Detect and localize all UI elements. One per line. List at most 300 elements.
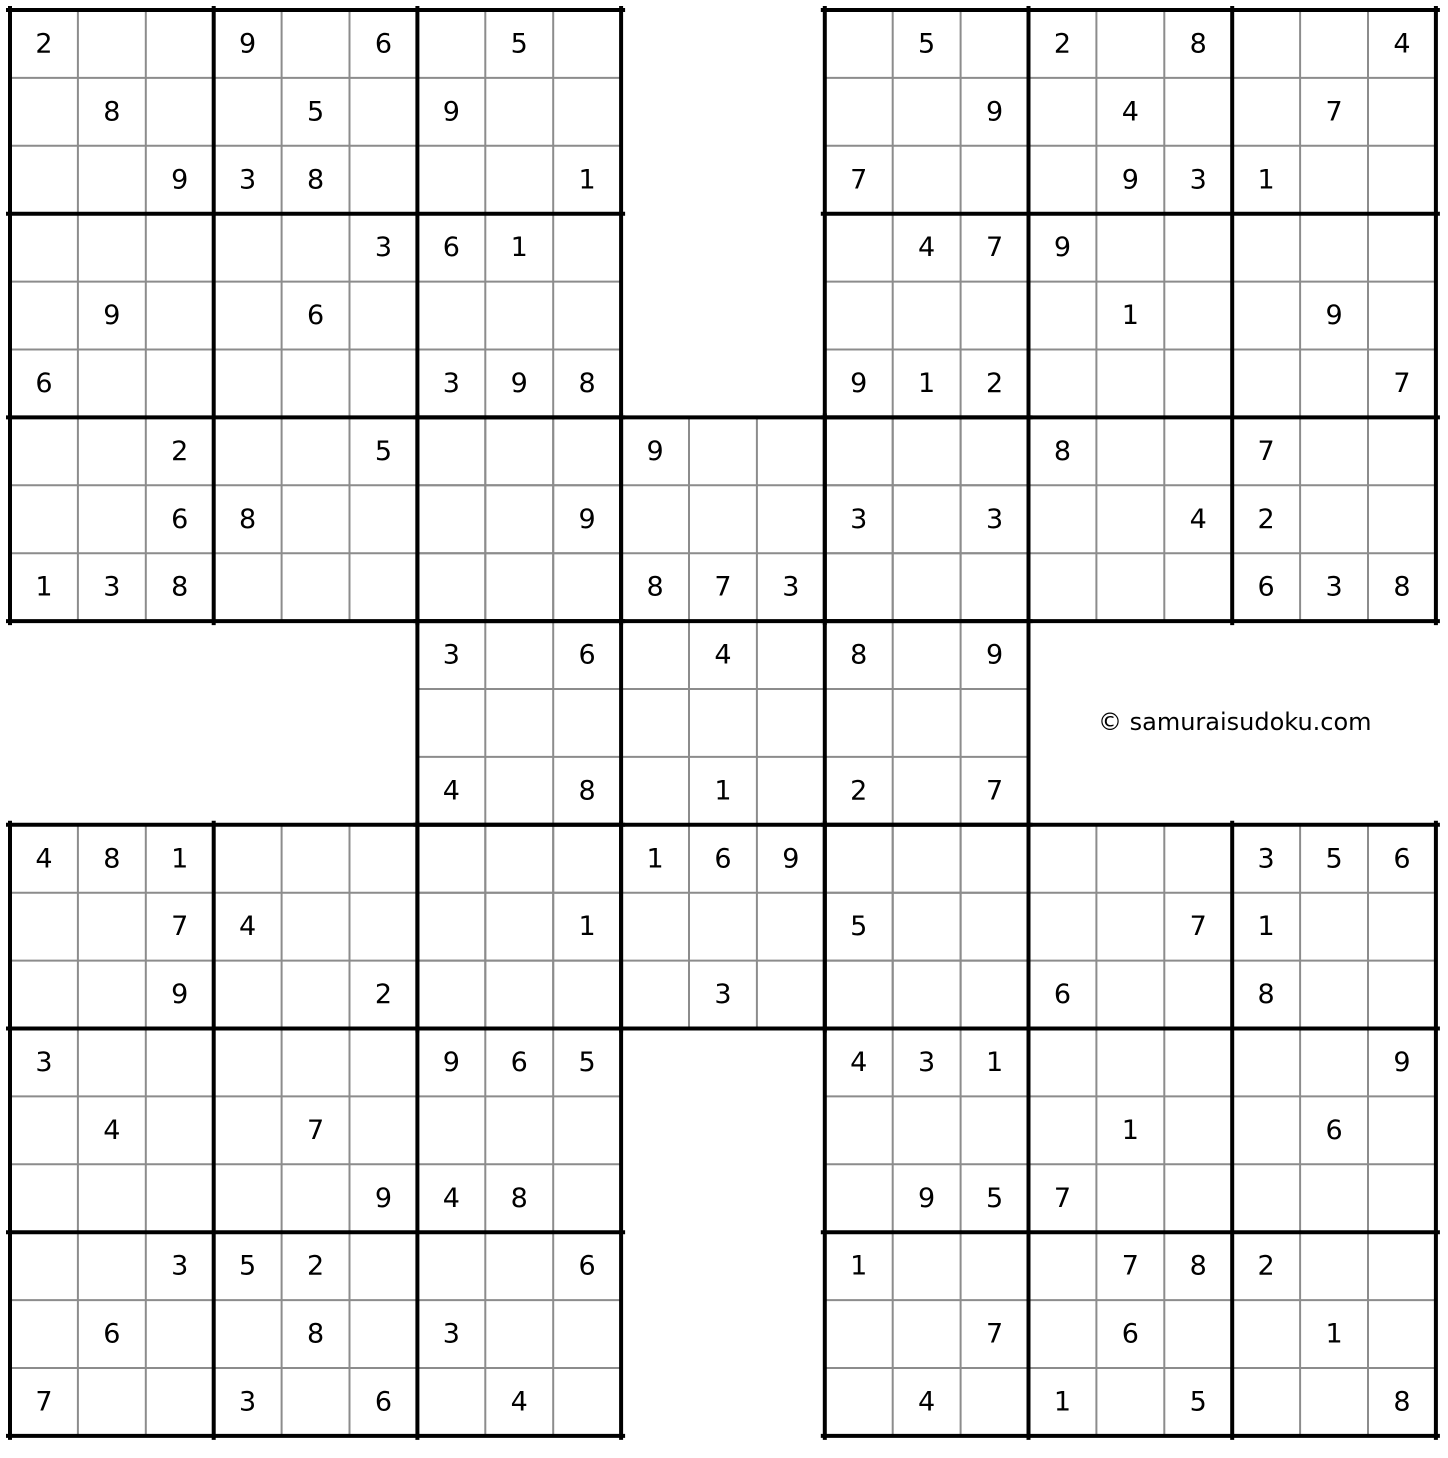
sudoku-cell[interactable] xyxy=(893,621,961,689)
sudoku-cell[interactable] xyxy=(214,1164,282,1232)
sudoku-cell[interactable] xyxy=(757,621,825,689)
sudoku-cell[interactable] xyxy=(553,1300,621,1368)
sudoku-cell[interactable] xyxy=(1164,1096,1232,1164)
sudoku-cell[interactable] xyxy=(282,1164,350,1232)
sudoku-cell[interactable] xyxy=(1368,417,1436,485)
sudoku-cell[interactable] xyxy=(893,553,961,621)
sudoku-cell[interactable] xyxy=(1300,1029,1368,1097)
sudoku-cell[interactable] xyxy=(1096,350,1164,418)
sudoku-cell[interactable] xyxy=(757,417,825,485)
given-digit: 8 xyxy=(578,367,596,399)
sudoku-cell[interactable] xyxy=(214,417,282,485)
sudoku-cell[interactable] xyxy=(893,78,961,146)
sudoku-cell[interactable] xyxy=(825,1096,893,1164)
sudoku-cell[interactable] xyxy=(214,1096,282,1164)
sudoku-cell[interactable] xyxy=(1232,1164,1300,1232)
given-digit: 9 xyxy=(850,367,868,399)
sudoku-cell[interactable] xyxy=(214,78,282,146)
given-digit: 4 xyxy=(918,232,936,264)
given-digit: 1 xyxy=(1121,300,1139,332)
sudoku-cell[interactable] xyxy=(214,1300,282,1368)
sudoku-cell[interactable] xyxy=(214,961,282,1029)
given-digit: 1 xyxy=(510,232,528,264)
sudoku-cell[interactable] xyxy=(350,146,418,214)
sudoku-cell[interactable] xyxy=(485,825,553,893)
sudoku-cell[interactable] xyxy=(1232,1300,1300,1368)
sudoku-cell[interactable] xyxy=(1029,485,1097,553)
sudoku-cell[interactable] xyxy=(1232,1368,1300,1436)
given-digit: 3 xyxy=(35,1046,53,1078)
sudoku-cell[interactable] xyxy=(1300,417,1368,485)
sudoku-cell[interactable] xyxy=(214,350,282,418)
sudoku-cell[interactable] xyxy=(282,214,350,282)
sudoku-cell[interactable] xyxy=(1232,10,1300,78)
given-digit: 9 xyxy=(171,164,189,196)
sudoku-cell[interactable] xyxy=(825,961,893,1029)
sudoku-cell[interactable] xyxy=(282,553,350,621)
sudoku-cell[interactable] xyxy=(1096,10,1164,78)
given-digit: 6 xyxy=(171,503,189,535)
sudoku-cell[interactable] xyxy=(214,825,282,893)
sudoku-cell[interactable] xyxy=(961,282,1029,350)
sudoku-cell[interactable] xyxy=(282,893,350,961)
sudoku-cell[interactable] xyxy=(282,10,350,78)
sudoku-cell[interactable] xyxy=(417,1096,485,1164)
sudoku-cell[interactable] xyxy=(146,1368,214,1436)
given-digit: 3 xyxy=(782,571,800,603)
sudoku-cell[interactable] xyxy=(417,10,485,78)
sudoku-cell[interactable] xyxy=(553,1164,621,1232)
sudoku-cell[interactable] xyxy=(757,689,825,757)
sudoku-cell[interactable] xyxy=(282,485,350,553)
sudoku-cell[interactable] xyxy=(350,78,418,146)
given-digit: 9 xyxy=(442,1046,460,1078)
sudoku-cell[interactable] xyxy=(621,689,689,757)
sudoku-cell[interactable] xyxy=(282,350,350,418)
sudoku-cell[interactable] xyxy=(78,1029,146,1097)
sudoku-cell[interactable] xyxy=(1029,825,1097,893)
given-digit: 8 xyxy=(1393,571,1411,603)
sudoku-cell[interactable] xyxy=(1029,1096,1097,1164)
sudoku-cell[interactable] xyxy=(893,485,961,553)
sudoku-cell[interactable] xyxy=(1029,893,1097,961)
sudoku-cell[interactable] xyxy=(1029,1029,1097,1097)
sudoku-cell[interactable] xyxy=(553,214,621,282)
sudoku-cell[interactable] xyxy=(1029,553,1097,621)
sudoku-cell[interactable] xyxy=(825,282,893,350)
sudoku-cell[interactable] xyxy=(1164,417,1232,485)
given-digit: 7 xyxy=(171,911,189,943)
given-digit: 3 xyxy=(374,232,393,264)
sudoku-cell[interactable] xyxy=(689,893,757,961)
sudoku-cell[interactable] xyxy=(1096,893,1164,961)
sudoku-cell[interactable] xyxy=(10,1096,78,1164)
given-digit: 9 xyxy=(1121,164,1139,196)
sudoku-cell[interactable] xyxy=(621,485,689,553)
sudoku-cell[interactable] xyxy=(485,1232,553,1300)
sudoku-cell[interactable] xyxy=(893,689,961,757)
sudoku-cell[interactable] xyxy=(961,689,1029,757)
sudoku-cell[interactable] xyxy=(485,893,553,961)
sudoku-cell[interactable] xyxy=(1300,1232,1368,1300)
sudoku-cell[interactable] xyxy=(78,10,146,78)
sudoku-cell[interactable] xyxy=(757,757,825,825)
sudoku-cell[interactable] xyxy=(893,1096,961,1164)
sudoku-cell[interactable] xyxy=(417,961,485,1029)
sudoku-cell[interactable] xyxy=(146,78,214,146)
given-digit: 5 xyxy=(374,435,393,467)
sudoku-cell[interactable] xyxy=(485,553,553,621)
given-digit: 1 xyxy=(171,843,189,875)
sudoku-cell[interactable] xyxy=(350,825,418,893)
sudoku-cell[interactable] xyxy=(961,825,1029,893)
sudoku-cell[interactable] xyxy=(10,1232,78,1300)
given-digit: 8 xyxy=(1053,435,1072,467)
given-digit: 9 xyxy=(985,639,1004,671)
sudoku-cell[interactable] xyxy=(485,282,553,350)
given-digit: 7 xyxy=(985,1318,1004,1350)
given-digit: 8 xyxy=(103,96,121,128)
sudoku-cell[interactable] xyxy=(825,825,893,893)
given-digit: 6 xyxy=(306,300,325,332)
sudoku-cell[interactable] xyxy=(553,689,621,757)
sudoku-cell[interactable] xyxy=(1300,961,1368,1029)
sudoku-cell[interactable] xyxy=(1300,350,1368,418)
sudoku-cell[interactable] xyxy=(1096,1029,1164,1097)
sudoku-cell[interactable] xyxy=(10,214,78,282)
sudoku-cell[interactable] xyxy=(689,417,757,485)
sudoku-cell[interactable] xyxy=(146,10,214,78)
sudoku-cell[interactable] xyxy=(893,282,961,350)
sudoku-cell[interactable] xyxy=(825,1368,893,1436)
sudoku-cell[interactable] xyxy=(282,1029,350,1097)
sudoku-cell[interactable] xyxy=(689,689,757,757)
sudoku-cell[interactable] xyxy=(417,146,485,214)
given-digit: 7 xyxy=(714,571,732,603)
given-digit: 2 xyxy=(985,367,1004,399)
sudoku-cell[interactable] xyxy=(146,1300,214,1368)
sudoku-cell[interactable] xyxy=(553,825,621,893)
sudoku-cell[interactable] xyxy=(825,10,893,78)
sudoku-cell[interactable] xyxy=(78,1368,146,1436)
sudoku-cell[interactable] xyxy=(485,1096,553,1164)
given-digit: 3 xyxy=(918,1046,936,1078)
sudoku-cell[interactable] xyxy=(10,485,78,553)
sudoku-cell[interactable] xyxy=(282,1368,350,1436)
sudoku-cell[interactable] xyxy=(893,757,961,825)
sudoku-cell[interactable] xyxy=(1300,146,1368,214)
sudoku-cell[interactable] xyxy=(1232,1029,1300,1097)
sudoku-cell[interactable] xyxy=(417,1368,485,1436)
sudoku-cell[interactable] xyxy=(621,893,689,961)
sudoku-cell[interactable] xyxy=(1300,485,1368,553)
sudoku-cell[interactable] xyxy=(485,621,553,689)
sudoku-cell[interactable] xyxy=(1096,485,1164,553)
sudoku-cell[interactable] xyxy=(485,757,553,825)
sudoku-cell[interactable] xyxy=(757,893,825,961)
sudoku-cell[interactable] xyxy=(1164,553,1232,621)
given-digit: 4 xyxy=(1189,503,1207,535)
sudoku-cell[interactable] xyxy=(146,214,214,282)
sudoku-cell[interactable] xyxy=(1368,961,1436,1029)
sudoku-cell[interactable] xyxy=(350,282,418,350)
sudoku-cell[interactable] xyxy=(417,893,485,961)
sudoku-cell[interactable] xyxy=(78,146,146,214)
given-digit: 3 xyxy=(1189,164,1207,196)
sudoku-cell[interactable] xyxy=(78,961,146,1029)
sudoku-cell[interactable] xyxy=(1164,282,1232,350)
sudoku-cell[interactable] xyxy=(893,825,961,893)
sudoku-cell[interactable] xyxy=(1368,485,1436,553)
sudoku-cell[interactable] xyxy=(1368,146,1436,214)
given-digit: 7 xyxy=(1189,911,1207,943)
sudoku-cell[interactable] xyxy=(825,1300,893,1368)
sudoku-cell[interactable] xyxy=(825,417,893,485)
sudoku-cell[interactable] xyxy=(1096,1164,1164,1232)
sudoku-cell[interactable] xyxy=(282,417,350,485)
sudoku-cell[interactable] xyxy=(1164,1029,1232,1097)
sudoku-cell[interactable] xyxy=(1029,1300,1097,1368)
sudoku-cell[interactable] xyxy=(485,78,553,146)
given-digit: 4 xyxy=(442,775,460,807)
sudoku-cell[interactable] xyxy=(825,553,893,621)
sudoku-cell[interactable] xyxy=(1164,961,1232,1029)
sudoku-cell[interactable] xyxy=(553,417,621,485)
sudoku-cell[interactable] xyxy=(553,553,621,621)
sudoku-cell[interactable] xyxy=(214,214,282,282)
sudoku-cell[interactable] xyxy=(282,825,350,893)
sudoku-cell[interactable] xyxy=(1164,1300,1232,1368)
sudoku-cell[interactable] xyxy=(485,689,553,757)
sudoku-cell[interactable] xyxy=(214,1029,282,1097)
sudoku-cell[interactable] xyxy=(621,757,689,825)
sudoku-cell[interactable] xyxy=(1029,78,1097,146)
given-digit: 6 xyxy=(1053,979,1072,1011)
sudoku-cell[interactable] xyxy=(485,1300,553,1368)
given-digit: 3 xyxy=(850,503,868,535)
sudoku-cell[interactable] xyxy=(961,417,1029,485)
sudoku-cell[interactable] xyxy=(78,417,146,485)
sudoku-cell[interactable] xyxy=(961,146,1029,214)
sudoku-cell[interactable] xyxy=(1164,214,1232,282)
sudoku-cell[interactable] xyxy=(893,893,961,961)
given-digit: 6 xyxy=(442,232,460,264)
sudoku-cell[interactable] xyxy=(961,1096,1029,1164)
sudoku-cell[interactable] xyxy=(1300,1164,1368,1232)
sudoku-cell[interactable] xyxy=(78,350,146,418)
sudoku-cell[interactable] xyxy=(146,282,214,350)
sudoku-cell[interactable] xyxy=(1232,214,1300,282)
sudoku-cell[interactable] xyxy=(417,553,485,621)
given-digit: 1 xyxy=(1257,911,1275,943)
sudoku-cell[interactable] xyxy=(146,350,214,418)
sudoku-cell[interactable] xyxy=(1368,282,1436,350)
sudoku-cell[interactable] xyxy=(146,1164,214,1232)
sudoku-cell[interactable] xyxy=(825,214,893,282)
sudoku-cell[interactable] xyxy=(417,689,485,757)
sudoku-cell[interactable] xyxy=(621,621,689,689)
sudoku-cell[interactable] xyxy=(961,553,1029,621)
sudoku-cell[interactable] xyxy=(1029,282,1097,350)
given-digit: 3 xyxy=(442,1318,460,1350)
sudoku-cell[interactable] xyxy=(417,282,485,350)
given-digit: 2 xyxy=(35,28,53,60)
sudoku-cell[interactable] xyxy=(350,1232,418,1300)
sudoku-cell[interactable] xyxy=(893,961,961,1029)
sudoku-cell[interactable] xyxy=(1368,214,1436,282)
given-digit: 6 xyxy=(578,1250,596,1282)
given-digit: 8 xyxy=(578,775,596,807)
given-digit: 1 xyxy=(1325,1318,1343,1350)
given-digit: 1 xyxy=(1257,164,1275,196)
sudoku-cell[interactable] xyxy=(689,485,757,553)
sudoku-cell[interactable] xyxy=(825,689,893,757)
sudoku-cell[interactable] xyxy=(961,961,1029,1029)
sudoku-cell[interactable] xyxy=(825,1164,893,1232)
sudoku-cell[interactable] xyxy=(10,1300,78,1368)
given-digit: 9 xyxy=(782,843,800,875)
sudoku-cell[interactable] xyxy=(893,146,961,214)
sudoku-cell[interactable] xyxy=(1300,214,1368,282)
sudoku-cell[interactable] xyxy=(553,282,621,350)
given-digit: 8 xyxy=(306,164,325,196)
sudoku-cell[interactable] xyxy=(893,1232,961,1300)
sudoku-cell[interactable] xyxy=(1096,417,1164,485)
sudoku-cell[interactable] xyxy=(350,485,418,553)
sudoku-cell[interactable] xyxy=(1096,1368,1164,1436)
given-digit: 6 xyxy=(1325,1114,1343,1146)
sudoku-cell[interactable] xyxy=(10,417,78,485)
sudoku-cell[interactable] xyxy=(961,1232,1029,1300)
sudoku-cell[interactable] xyxy=(1368,1300,1436,1368)
sudoku-cell[interactable] xyxy=(893,1300,961,1368)
sudoku-cell[interactable] xyxy=(1096,553,1164,621)
given-digit: 1 xyxy=(578,911,596,943)
sudoku-cell[interactable] xyxy=(10,1164,78,1232)
given-digit: 7 xyxy=(1121,1250,1139,1282)
given-digit: 5 xyxy=(985,1182,1004,1214)
sudoku-cell[interactable] xyxy=(417,825,485,893)
sudoku-cell[interactable] xyxy=(282,961,350,1029)
given-digit: 9 xyxy=(985,96,1004,128)
sudoku-cell[interactable] xyxy=(1368,1164,1436,1232)
sudoku-cell[interactable] xyxy=(1300,10,1368,78)
sudoku-cell[interactable] xyxy=(417,1232,485,1300)
sudoku-cell[interactable] xyxy=(78,1232,146,1300)
sudoku-cell[interactable] xyxy=(1096,825,1164,893)
given-digit: 4 xyxy=(714,639,732,671)
sudoku-cell[interactable] xyxy=(1232,350,1300,418)
sudoku-cell[interactable] xyxy=(893,417,961,485)
sudoku-cell[interactable] xyxy=(621,961,689,1029)
given-digit: 3 xyxy=(714,979,732,1011)
given-digit: 8 xyxy=(1189,1250,1207,1282)
sudoku-cell[interactable] xyxy=(10,961,78,1029)
given-digit: 4 xyxy=(103,1114,121,1146)
sudoku-cell[interactable] xyxy=(417,485,485,553)
sudoku-cell[interactable] xyxy=(146,1029,214,1097)
sudoku-cell[interactable] xyxy=(1096,214,1164,282)
sudoku-cell[interactable] xyxy=(10,282,78,350)
given-digit: 1 xyxy=(1121,1114,1139,1146)
sudoku-cell[interactable] xyxy=(553,1368,621,1436)
sudoku-cell[interactable] xyxy=(1164,350,1232,418)
sudoku-cell[interactable] xyxy=(10,78,78,146)
given-digit: 8 xyxy=(171,571,189,603)
sudoku-cell[interactable] xyxy=(350,893,418,961)
given-digit: 7 xyxy=(306,1114,325,1146)
given-digit: 9 xyxy=(1393,1046,1411,1078)
sudoku-cell[interactable] xyxy=(1300,893,1368,961)
sudoku-cell[interactable] xyxy=(485,417,553,485)
sudoku-cell[interactable] xyxy=(1164,1164,1232,1232)
sudoku-cell[interactable] xyxy=(757,485,825,553)
given-digit: 2 xyxy=(1257,503,1275,535)
given-digit: 2 xyxy=(171,435,189,467)
sudoku-cell[interactable] xyxy=(485,961,553,1029)
sudoku-cell[interactable] xyxy=(553,961,621,1029)
sudoku-cell[interactable] xyxy=(214,553,282,621)
sudoku-cell[interactable] xyxy=(1164,78,1232,146)
given-digit: 4 xyxy=(918,1386,936,1418)
sudoku-cell[interactable] xyxy=(1232,78,1300,146)
given-digit: 5 xyxy=(1189,1386,1207,1418)
sudoku-cell[interactable] xyxy=(78,214,146,282)
sudoku-cell[interactable] xyxy=(1096,961,1164,1029)
sudoku-cell[interactable] xyxy=(146,1096,214,1164)
sudoku-cell[interactable] xyxy=(1029,1232,1097,1300)
given-digit: 1 xyxy=(714,775,732,807)
sudoku-cell[interactable] xyxy=(961,1368,1029,1436)
given-digit: 9 xyxy=(1053,232,1072,264)
sudoku-cell[interactable] xyxy=(10,893,78,961)
sudoku-cell[interactable] xyxy=(757,961,825,1029)
sudoku-cell[interactable] xyxy=(553,1096,621,1164)
sudoku-cell[interactable] xyxy=(350,1029,418,1097)
sudoku-cell[interactable] xyxy=(1232,282,1300,350)
sudoku-cell[interactable] xyxy=(350,1300,418,1368)
sudoku-cell[interactable] xyxy=(485,485,553,553)
sudoku-cell[interactable] xyxy=(78,485,146,553)
sudoku-cell[interactable] xyxy=(485,146,553,214)
sudoku-cell[interactable] xyxy=(10,146,78,214)
sudoku-cell[interactable] xyxy=(961,893,1029,961)
sudoku-cell[interactable] xyxy=(553,78,621,146)
sudoku-cell[interactable] xyxy=(1368,1096,1436,1164)
sudoku-cell[interactable] xyxy=(1232,1096,1300,1164)
sudoku-cell[interactable] xyxy=(1029,350,1097,418)
given-digit: 9 xyxy=(374,1182,393,1214)
sudoku-cell[interactable] xyxy=(78,1164,146,1232)
sudoku-cell[interactable] xyxy=(350,350,418,418)
sudoku-cell[interactable] xyxy=(78,893,146,961)
sudoku-cell[interactable] xyxy=(961,10,1029,78)
given-digit: 3 xyxy=(1257,843,1275,875)
sudoku-cell[interactable] xyxy=(350,553,418,621)
sudoku-cell[interactable] xyxy=(350,1096,418,1164)
sudoku-cell[interactable] xyxy=(1368,893,1436,961)
sudoku-cell[interactable] xyxy=(1164,825,1232,893)
sudoku-cell[interactable] xyxy=(825,78,893,146)
sudoku-cell[interactable] xyxy=(1029,146,1097,214)
sudoku-cell[interactable] xyxy=(1368,1232,1436,1300)
sudoku-cell[interactable] xyxy=(553,10,621,78)
sudoku-cell[interactable] xyxy=(1368,78,1436,146)
sudoku-cell[interactable] xyxy=(214,282,282,350)
sudoku-cell[interactable] xyxy=(1300,1368,1368,1436)
sudoku-cell[interactable] xyxy=(417,417,485,485)
given-digit: 1 xyxy=(35,571,53,603)
